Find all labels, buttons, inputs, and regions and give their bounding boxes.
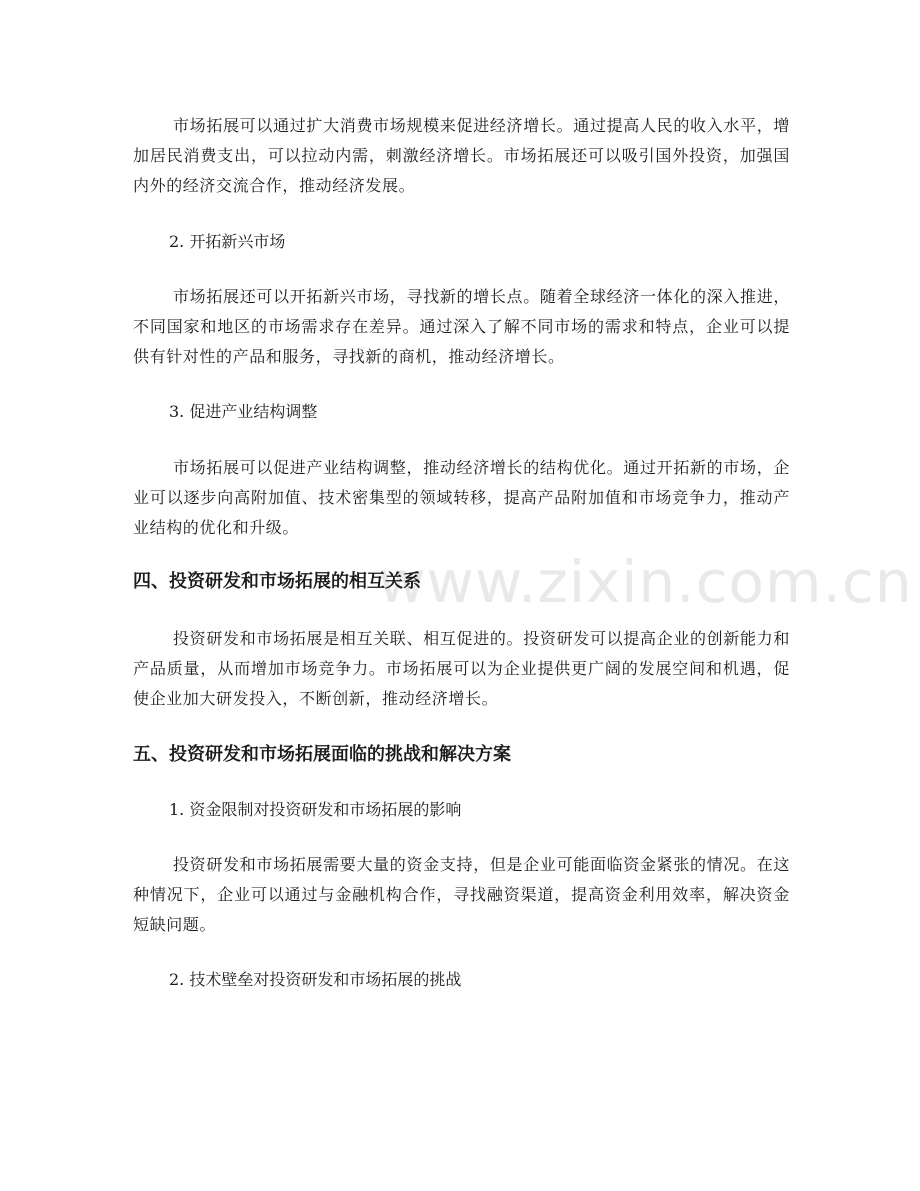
- watermark: www.zixin.com.cn: [378, 548, 913, 616]
- section-heading-relationship: 四、投资研发和市场拓展的相互关系: [133, 571, 421, 592]
- subheading-funding-limits: 1. 资金限制对投资研发和市场拓展的影响: [169, 800, 462, 819]
- subheading-tech-barriers: 2. 技术壁垒对投资研发和市场拓展的挑战: [169, 970, 462, 989]
- paragraph-relationship: 投资研发和市场拓展是相互关联、相互促进的。投资研发可以提高企业的创新能力和产品质量，从而增加市场竞争力。市场拓展可以为企业提供更广阔的发展空间和机遇，促使企业加大研发投入，不断创新，推动经济增长。: [133, 629, 790, 708]
- subheading-industry-structure: 3. 促进产业结构调整: [169, 402, 318, 421]
- paragraph-industry-structure: 市场拓展可以促进产业结构调整，推动经济增长的结构优化。通过开拓新的市场，企业可以逐步向高附加值、技术密集型的领域转移，提高产品附加值和市场竞争力，推动产业结构的优化和升级。: [133, 458, 790, 537]
- paragraph-emerging-markets: 市场拓展还可以开拓新兴市场，寻找新的增长点。随着全球经济一体化的深入推进，不同国家和地区的市场需求存在差异。通过深入了解不同市场的需求和特点，企业可以提供有针对性的产品和服务，寻找新的商机，推动经济增长。: [133, 287, 790, 366]
- paragraph-funding-limits: 投资研发和市场拓展需要大量的资金支持，但是企业可能面临资金紧张的情况。在这种情况下，企业可以通过与金融机构合作，寻找融资渠道，提高资金利用效率，解决资金短缺问题。: [133, 855, 790, 934]
- paragraph-market-consumption: 市场拓展可以通过扩大消费市场规模来促进经济增长。通过提高人民的收入水平，增加居民消费支出，可以拉动内需，刺激经济增长。市场拓展还可以吸引国外投资，加强国内外的经济交流合作，推动经济发展。: [133, 116, 790, 195]
- subheading-emerging-markets: 2. 开拓新兴市场: [169, 232, 286, 251]
- section-heading-challenges: 五、投资研发和市场拓展面临的挑战和解决方案: [133, 744, 511, 765]
